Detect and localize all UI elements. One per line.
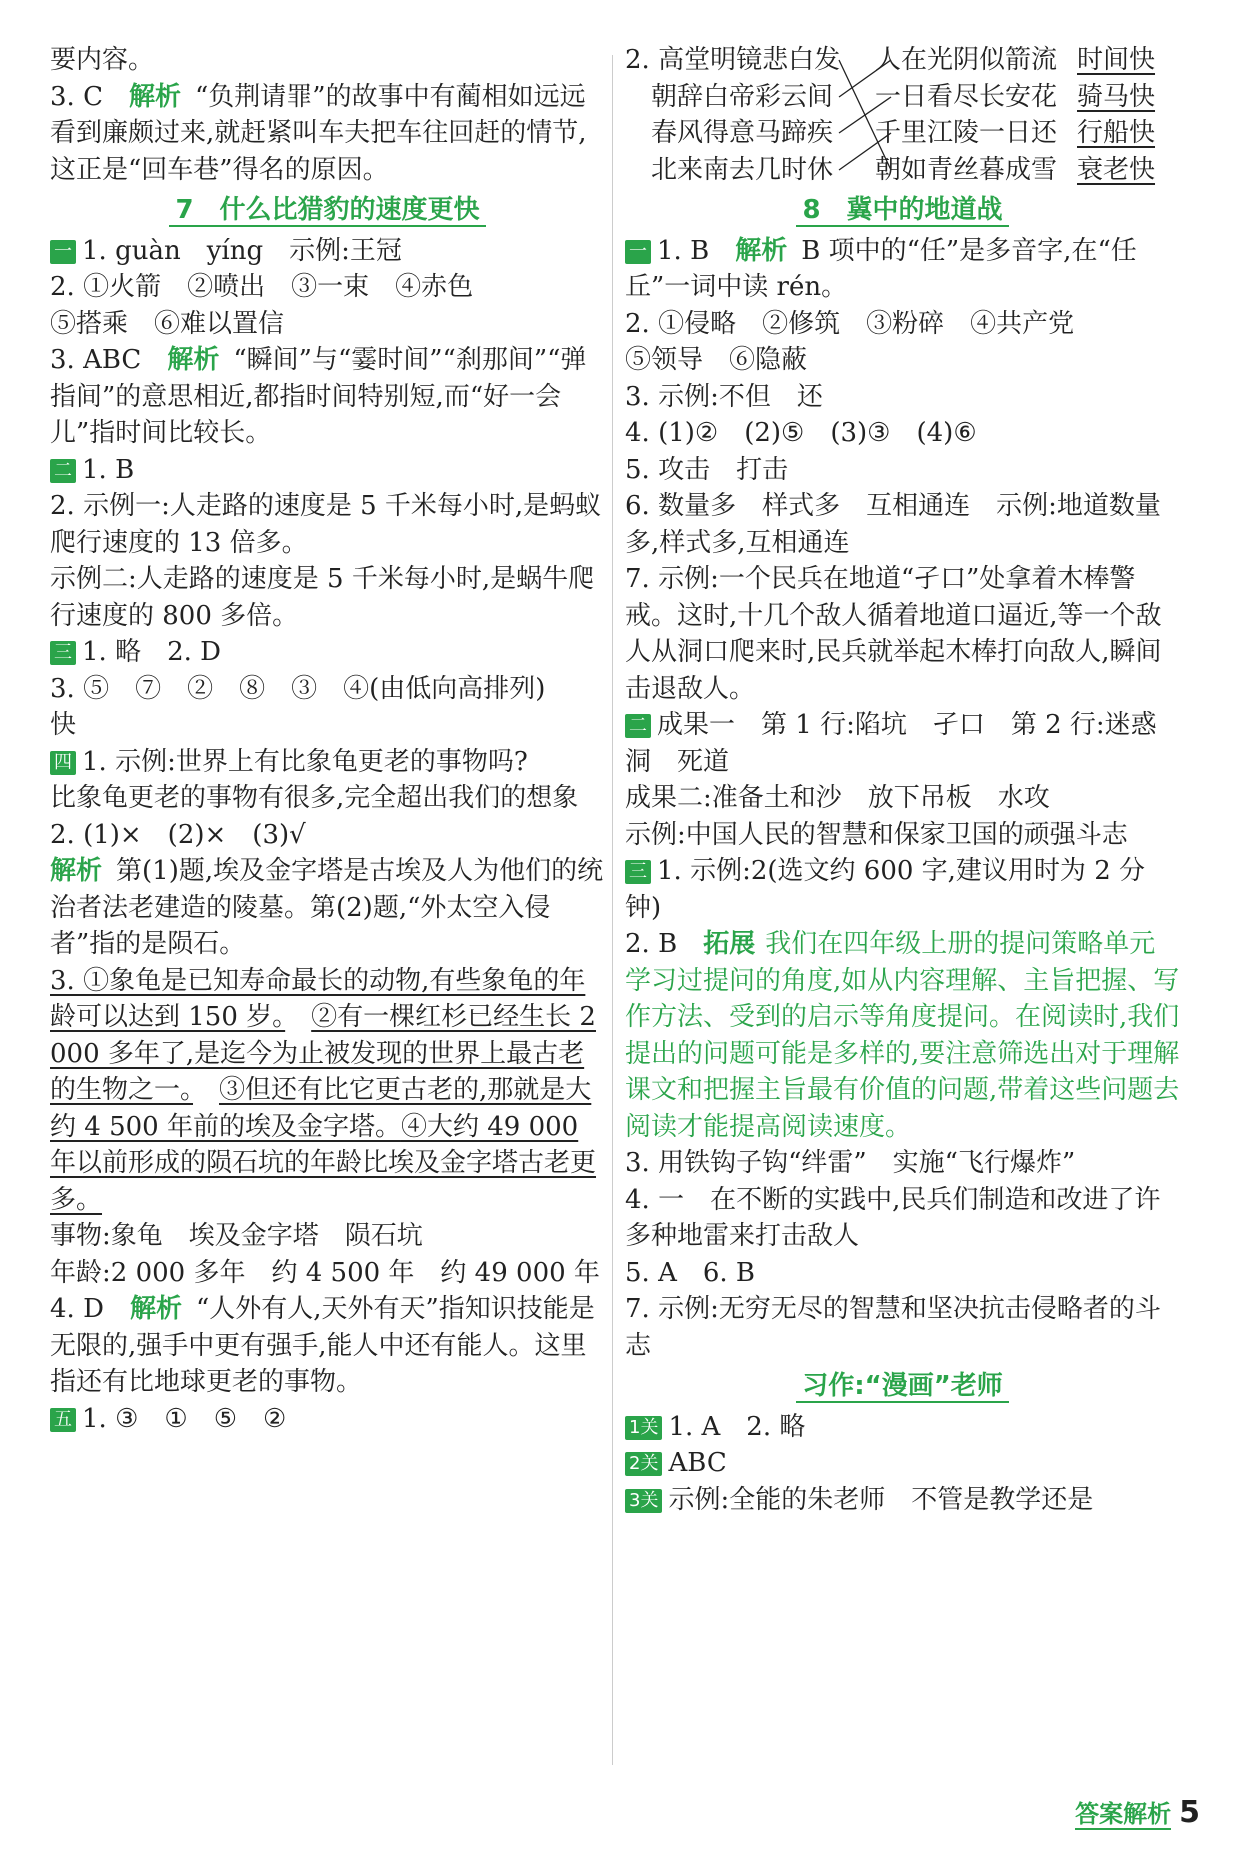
section-3: 三 1. 示例:2(选文约 600 字,建议用时为 2 分钟) <box>625 856 1146 923</box>
section-3: 三 1. 略 2. D <box>50 634 605 671</box>
text-line: 4. 一 在不断的实践中,民兵们制造和改进了许多种地雷来打击敌人 <box>625 1184 1161 1251</box>
text-line: 成果二:准备土和沙 放下吊板 水攻 <box>625 783 1050 813</box>
text-line: 5. 攻击 打击 <box>625 454 789 485</box>
analysis-label: 解析 <box>167 345 220 375</box>
level-2: 2关 ABC <box>625 1445 1180 1482</box>
extension: 2. B 拓展 我们在四年级上册的提问策略单元学习过提问的角度,如从内容理解、主旨把握、写作方法、受到的启示等角度提问。在阅读时,我们提出的问题可能是多样的,要注意筛选出对于理解课文和把握主旨最有价值的问题,带着这些问题去阅读才能提高阅读速度。 <box>625 929 1180 1142</box>
text-line: 事物:象龟 埃及金字塔 陨石坑 <box>50 1221 423 1251</box>
lesson-title: 7 什么比猎豹的速度更快 <box>50 192 605 229</box>
text-line: ⑤搭乘 ⑥难以置信 <box>50 308 285 339</box>
analysis: 解析 第(1)题,埃及金字塔是古埃及人为他们的统治者法老建造的陵墓。第(2)题,“外太空入侵者”指的是陨石。 <box>50 856 604 959</box>
level-badge: 3关 <box>625 1489 662 1513</box>
text-line: 3. 示例:不但 还 <box>625 381 823 412</box>
text-line: 要内容。 <box>50 45 155 75</box>
text-line: 7. 示例:一个民兵在地道“孑口”处拿着木棒警戒。这时,十几个敌人循着地道口逼近,等一个敌人从洞口爬来时,民兵就举起木棒打向敌人,瞬间击退敌人。 <box>625 564 1162 704</box>
text-line: 5. A 6. B <box>625 1257 756 1288</box>
analysis-text: “负荆请罪”的故事中有蔺相如远远看到廉颇过来,就赶紧叫车夫把车往回赶的情节,这正是“回车巷”得名的原因。 <box>50 81 587 185</box>
answer-3 <box>50 79 605 189</box>
analysis-label: 解析 <box>50 856 103 886</box>
text-line: 示例二:人走路的速度是 5 千米每小时,是蜗牛爬行速度的 800 多倍。 <box>50 564 595 631</box>
section-badge: 一 <box>50 240 76 264</box>
column-divider <box>612 55 613 1765</box>
section-badge: 四 <box>50 751 76 775</box>
answer-underlined: 3. ①象龟是已知寿命最长的动物,有些象龟的年龄可以达到 150 岁。 ②有一棵红杉已经生长 2 000 多年了,是迄今为止被发现的世界上最古老的生物之一。 ③但还有比它更古老的,那就是大约 4 500 年前的埃及金字塔。④大约 49 000 年以前形成的陨石坑的年龄比埃及金字塔古老更多。 <box>50 965 597 1215</box>
text-line: 比象龟更老的事物有很多,完全超出我们的想象 <box>50 783 579 813</box>
level-3: 3关 示例:全能的朱老师 不管是教学还是 <box>625 1482 1180 1519</box>
text-line: 2. (1)× (2)× (3)√ <box>50 819 306 850</box>
section-badge: 三 <box>625 860 651 884</box>
answer-number: 3. C <box>50 81 103 112</box>
analysis-label: 解析 <box>129 1294 182 1324</box>
poem-matching <box>625 42 1180 188</box>
section-badge: 三 <box>50 641 76 665</box>
footer-label: 答案解析 <box>1075 1800 1172 1828</box>
level-badge: 1关 <box>625 1416 662 1440</box>
answer-3: 3. ABC 解析 “瞬间”与“霎时间”“刹那间”“弹指间”的意思相近,都指时间特别短,而“好一会儿”指时间比较长。 <box>50 345 587 448</box>
lesson-title: 8 冀中的地道战 <box>625 192 1180 229</box>
level-badge: 2关 <box>625 1452 662 1476</box>
text-line: 2. ①火箭 ②喷出 ③一束 ④赤色 <box>50 272 474 302</box>
text-line: 6. 数量多 样式多 互相通连 示例:地道数量多,样式多,互相通连 <box>625 491 1161 558</box>
section-2: 二 1. B <box>50 452 605 489</box>
text-line: 示例:中国人民的智慧和保家卫国的顽强斗志 <box>625 819 1128 850</box>
page-number: 5 <box>1179 1795 1200 1830</box>
poem-column-3: 时间快 骑马快 行船快 衰老快 <box>1077 45 1156 185</box>
text-line: 7. 示例:无穷无尽的智慧和坚决抗击侵略者的斗志 <box>625 1294 1161 1361</box>
section-1: 一 1. B 解析 B 项中的“任”是多音字,在“任丘”一词中读 rén。 <box>625 235 1137 302</box>
text-line: 2. ①侵略 ②修筑 ③粉碎 ④共产党 <box>625 308 1075 339</box>
extension-text: 我们在四年级上册的提问策略单元学习过提问的角度,如从内容理解、主旨把握、写作方法、受到的启示等角度提问。在阅读时,我们提出的问题可能是多样的,要注意筛选出对于理解课文和把握主旨最有价值的问题,带着这些问题去阅读才能提高阅读速度。 <box>625 929 1180 1142</box>
section-5: 五 1. ③ ① ⑤ ② <box>50 1401 605 1438</box>
section-1: 一 1. guàn yíng 示例:王冠 <box>50 233 605 270</box>
page-footer <box>1075 1794 1200 1830</box>
section-2: 二 成果一 第 1 行:陷坑 孑口 第 2 行:迷惑洞 死道 <box>625 710 1157 777</box>
text-line: 4. (1)② (2)⑤ (3)③ (4)⑥ <box>625 418 977 448</box>
section-badge: 一 <box>625 240 651 264</box>
poem-column-1: 2. 高堂明镜悲白发 朝辞白帝彩云间 春风得意马蹄疾 北来南去几时休 <box>625 45 841 185</box>
text-line: 2. 示例一:人走路的速度是 5 千米每小时,是蚂蚁爬行速度的 13 倍多。 <box>50 491 602 558</box>
answer-4: 4. D 解析 “人外有人,天外有天”指知识技能是无限的,强手中更有强手,能人中还有能人。这里指还有比地球更老的事物。 <box>50 1294 595 1397</box>
section-badge: 二 <box>625 714 651 738</box>
section-badge: 二 <box>50 459 76 483</box>
section-badge: 五 <box>50 1408 76 1432</box>
extension-label: 拓展 <box>703 929 756 959</box>
text-line: 快 <box>50 710 77 740</box>
text-line: 3. 用铁钩子钩“绊雷” 实施“飞行爆炸” <box>625 1148 1076 1178</box>
section-4: 四 1. 示例:世界上有比象龟更老的事物吗? <box>50 744 605 781</box>
analysis-label: 解析 <box>735 235 788 266</box>
writing-title: 习作:“漫画”老师 <box>625 1368 1180 1405</box>
poem-column-2: 人在光阴似箭流 一日看尽长安花 千里江陵一日还 朝如青丝暮成雪 <box>875 45 1058 185</box>
text-line: 年龄:2 000 多年 约 4 500 年 约 49 000 年 <box>50 1257 600 1288</box>
right-column <box>625 42 1180 1518</box>
left-column <box>50 42 605 1437</box>
level-1: 1关 1. A 2. 略 <box>625 1409 1180 1446</box>
text-line: 3. ⑤ ⑦ ② ⑧ ③ ④(由低向高排列) <box>50 673 546 704</box>
text-line: ⑤领导 ⑥隐蔽 <box>625 345 808 375</box>
analysis-label: 解析 <box>128 81 181 112</box>
